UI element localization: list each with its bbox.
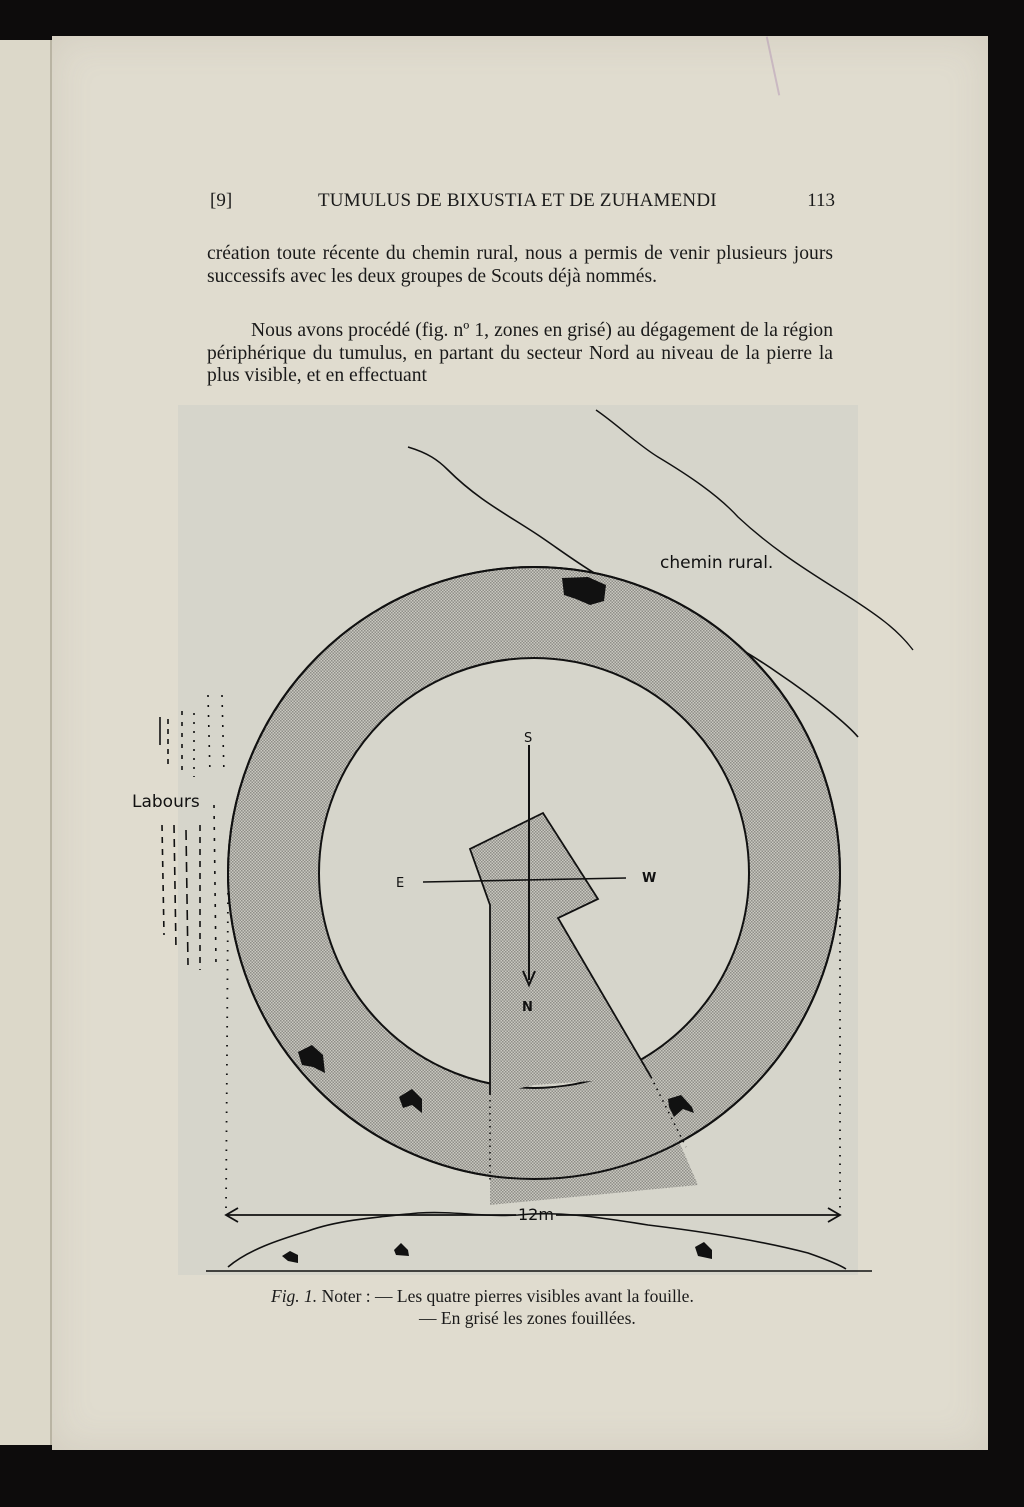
dimension-label: 12m xyxy=(518,1205,554,1224)
caption-line-2: — En grisé les zones fouillées. xyxy=(419,1308,636,1328)
caption-note: Noter : xyxy=(321,1286,371,1306)
road-label: chemin rural. xyxy=(660,553,774,573)
facing-page-edge xyxy=(0,40,52,1445)
compass-west-label: W xyxy=(642,871,657,886)
fields-label: Labours xyxy=(132,792,200,812)
compass-south-label: S xyxy=(524,731,533,746)
stone-icon xyxy=(394,1243,409,1256)
dotted-dimension-line xyxy=(226,893,228,1210)
running-title: TUMULUS DE BIXUSTIA ET DE ZUHAMENDI xyxy=(318,190,717,211)
pencil-mark xyxy=(766,36,780,95)
figure-tumulus-plan xyxy=(132,405,858,1275)
compass-north-label: N xyxy=(522,1000,533,1015)
running-head xyxy=(210,190,835,218)
stone-icon xyxy=(282,1251,298,1263)
paragraph: Nous avons procédé (fig. nº 1, zones en grisé) au dégagement de la région périphérique du tumulus, en partant du secteur Nord au niveau de la pierre la plus visible, et en effectuant xyxy=(207,320,833,386)
stone-icon xyxy=(695,1242,712,1259)
paragraph: création toute récente du chemin rural, nous a permis de venir plusieurs jours successifs avec les deux groupes de Scouts déjà nommés. xyxy=(207,243,833,287)
caption-line-1: — Les quatre pierres visibles avant la fouille. xyxy=(375,1286,694,1306)
page-number: 113 xyxy=(807,190,835,211)
section-number: [9] xyxy=(210,190,233,211)
compass-east-label: E xyxy=(396,876,405,891)
tumulus-plan-drawing xyxy=(132,405,858,1275)
caption-fig-label: Fig. 1. xyxy=(271,1286,318,1306)
